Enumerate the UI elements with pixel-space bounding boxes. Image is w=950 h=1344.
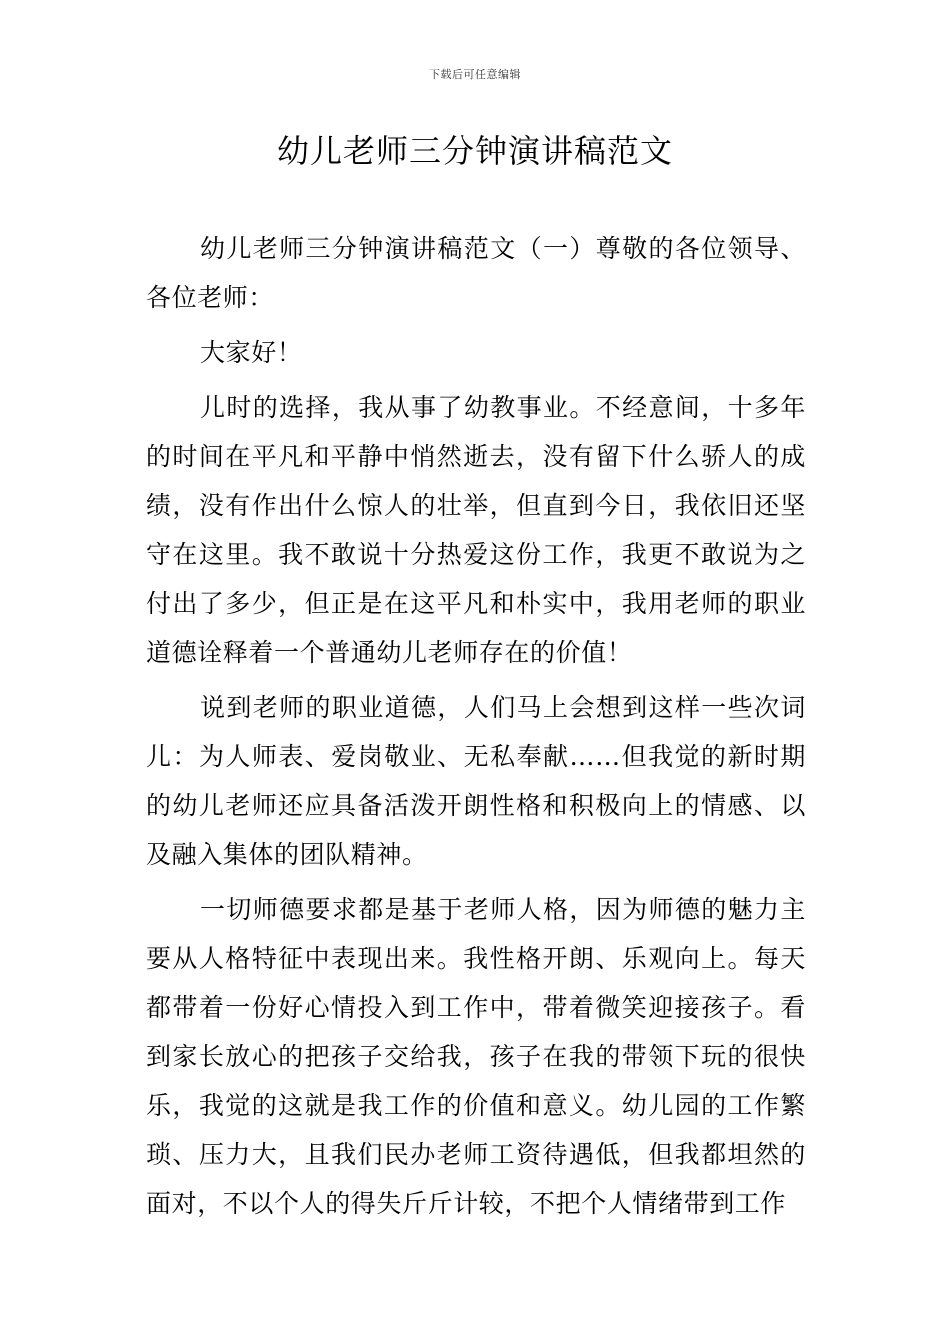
paragraph-greeting-intro: 幼儿老师三分钟演讲稿范文（一）尊敬的各位领导、各位老师：: [146, 234, 806, 312]
paragraph-personality: 一切师德要求都是基于老师人格，因为师德的魅力主要从人格特征中表现出来。我性格开朗、乐观向上。每天都带着一份好心情投入到工作中，带着微笑迎接孩子。看到家长放心的把孩子交给我，孩子在我的带领下玩的很快乐，我觉的这就是我工作的价值和意义。幼儿园的工作繁琐、压力大，且我们民办老师工资待遇低，但我都坦然的面对，不以个人的得失斤斤计较，不把个人情绪带到工作: [146, 895, 806, 1218]
paragraph-career-choice: 儿时的选择，我从事了幼教事业。不经意间，十多年的时间在平凡和平静中悄然逝去，没有留下什么骄人的成绩，没有作出什么惊人的壮举，但直到今日，我依旧还坚守在这里。我不敢说十分热爱这份工作，我更不敢说为之付出了多少，但正是在这平凡和朴实中，我用老师的职业道德诠释着一个普通幼儿老师存在的价值！: [146, 393, 806, 667]
paragraph-professional-ethics: 说到老师的职业道德，人们马上会想到这样一些次词儿：为人师表、爱岗敬业、无私奉献……但我觉的新时期的幼儿老师还应具备活泼开朗性格和积极向上的情感、以及融入集体的团队精神。: [146, 693, 806, 869]
document-body: [146, 224, 806, 1234]
document-title: 幼儿老师三分钟演讲稿范文: [276, 132, 673, 170]
paragraph-hello: 大家好！: [200, 338, 303, 367]
header-note: 下载后可任意编辑: [429, 68, 521, 81]
